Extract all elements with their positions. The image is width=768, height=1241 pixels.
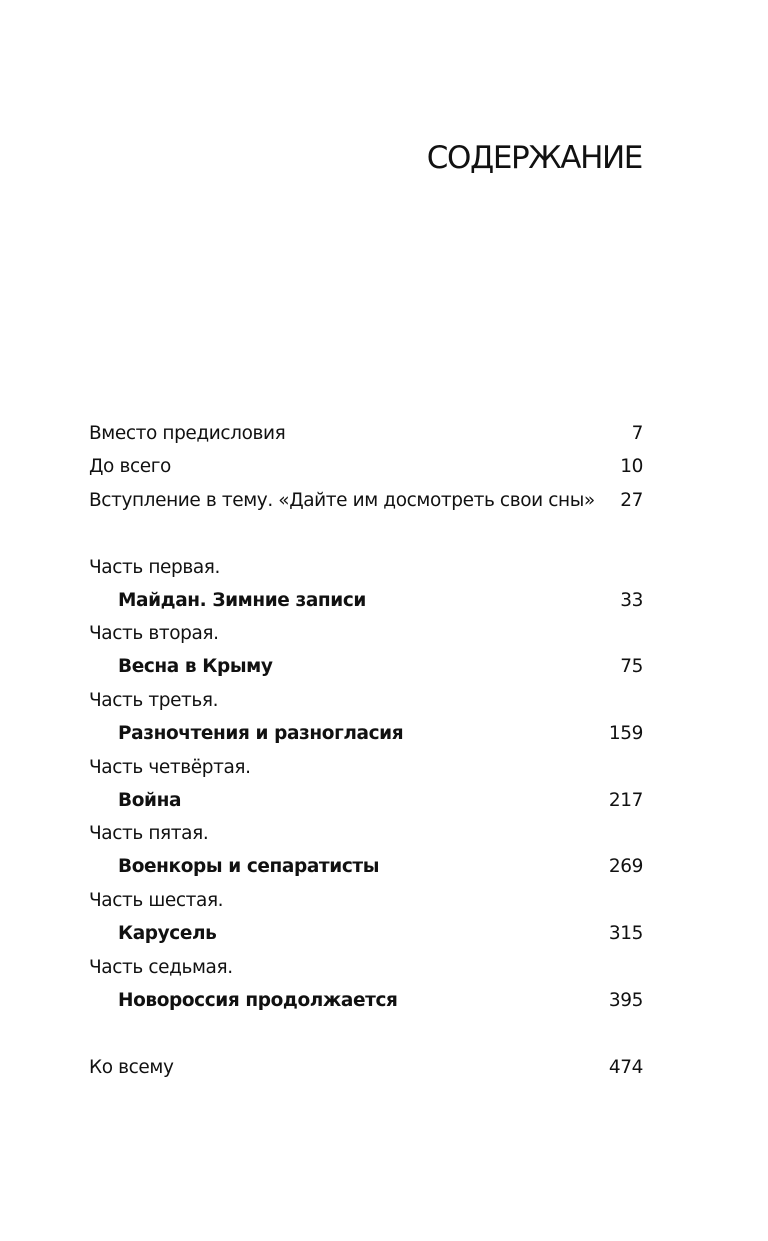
- toc-entry: [89, 488, 643, 514]
- toc-entry-title: Военкоры и сепаратисты: [118, 856, 380, 877]
- toc-entry: [89, 721, 643, 747]
- toc-entry-page: 269: [608, 856, 643, 877]
- toc-entry-title: Новороссия продолжается: [118, 990, 398, 1011]
- toc-part-label: Часть пятая.: [89, 823, 209, 844]
- toc-part-heading: [89, 755, 643, 781]
- toc-part-label: Часть вторая.: [89, 623, 219, 644]
- toc-entry-page: 10: [620, 456, 643, 477]
- toc-entry-title: Разночтения и разногласия: [118, 723, 404, 744]
- toc-part-heading: [89, 821, 643, 847]
- toc-entry-page: 217: [608, 790, 643, 811]
- toc-entry-page: 7: [631, 423, 643, 444]
- toc-entry-title: Весна в Крыму: [118, 656, 273, 677]
- toc-part-label: Часть шестая.: [89, 890, 224, 911]
- toc-entry: [89, 921, 643, 947]
- toc-entry-page: 75: [620, 656, 643, 677]
- toc-part-heading: [89, 888, 643, 914]
- toc-entry: [89, 421, 643, 447]
- toc-entry-title: Карусель: [118, 923, 217, 944]
- toc-entry: [89, 454, 643, 480]
- toc-entry-title: Ко всему: [89, 1057, 174, 1078]
- toc-entry: [89, 854, 643, 880]
- toc-part-label: Часть седьмая.: [89, 957, 233, 978]
- toc-entry: [89, 654, 643, 680]
- toc-entry: [89, 988, 643, 1014]
- toc-part-label: Часть четвёртая.: [89, 757, 251, 778]
- toc-part-label: Часть первая.: [89, 557, 221, 578]
- toc-part-heading: [89, 688, 643, 714]
- toc-entry-page: 315: [608, 923, 643, 944]
- toc-part-heading: [89, 621, 643, 647]
- toc-entry-page: 33: [620, 590, 643, 611]
- toc-entry-title: Война: [118, 790, 182, 811]
- toc-part-label: Часть третья.: [89, 690, 219, 711]
- toc-entry: [89, 788, 643, 814]
- toc-entry-title: До всего: [89, 456, 171, 477]
- toc-part-heading: [89, 555, 643, 581]
- toc-entry: [89, 1055, 643, 1081]
- toc-entry: [89, 588, 643, 614]
- toc-entry-page: 159: [608, 723, 643, 744]
- toc-part-heading: [89, 955, 643, 981]
- toc-entry-title: Вступление в тему. «Дайте им досмотреть свои сны»: [89, 490, 595, 511]
- toc-entry-title: Вместо предисловия: [89, 423, 286, 444]
- toc-entry-page: 474: [608, 1057, 643, 1078]
- page-title: СОДЕРЖАНИЕ: [426, 140, 642, 176]
- toc-entry-page: 395: [608, 990, 643, 1011]
- toc-entry-page: 27: [620, 490, 643, 511]
- toc-entry-title: Майдан. Зимние записи: [118, 590, 366, 611]
